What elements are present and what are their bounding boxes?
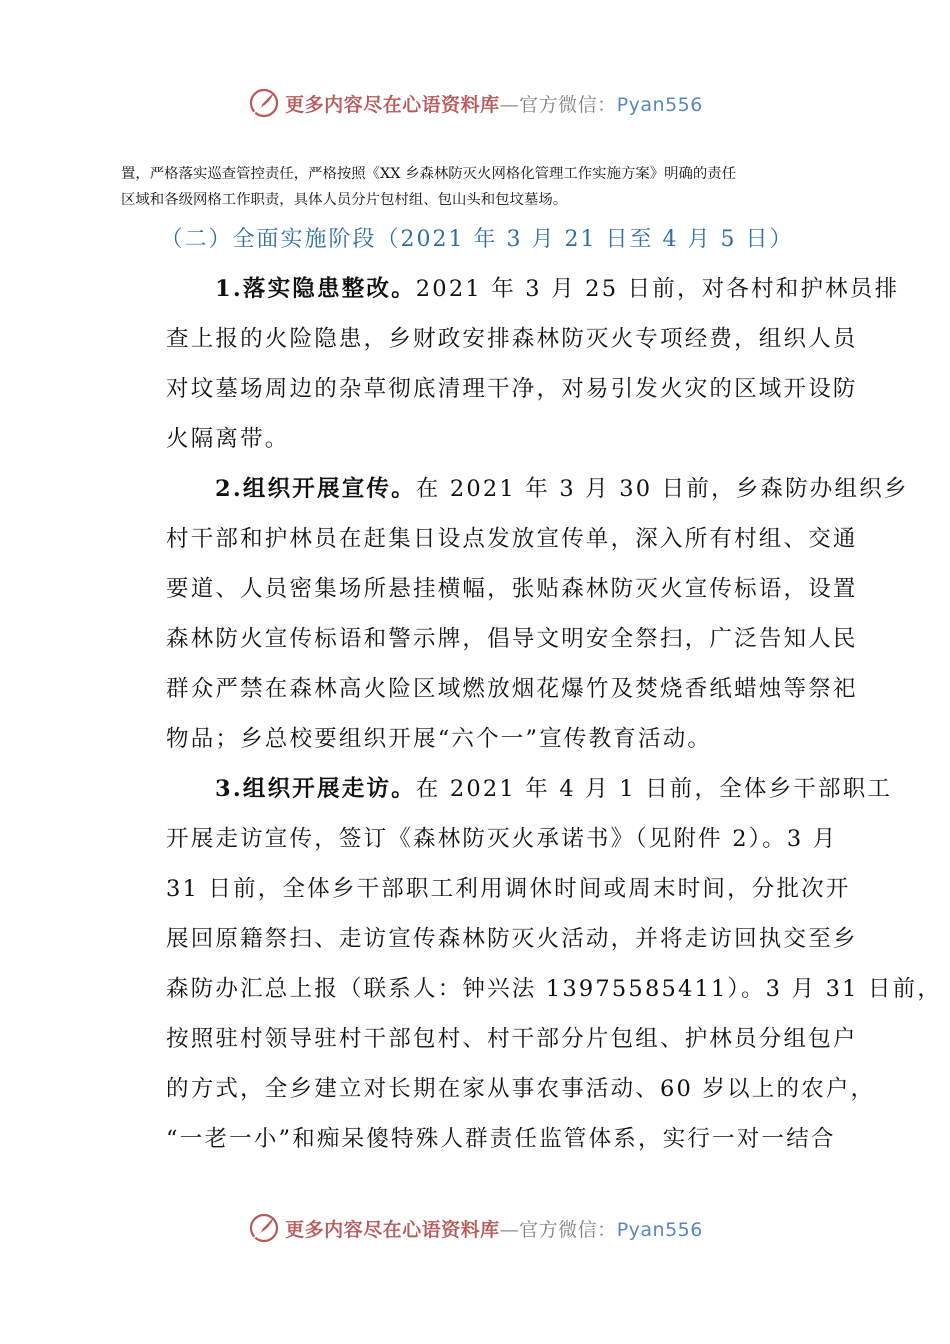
item-3-line-7: 的方式，全乡建立对长期在家从事农事活动、60 岁以上的农户， [166,1076,876,1102]
item-2-paragraph [121,464,909,764]
item-1-line-1: 2021 年 3 月 25 日前，对各村和护林员排 [415,276,900,302]
footer-watermark-text-official: 官方微信： [519,1218,617,1241]
item-1-line-2: 查上报的火险隐患，乡财政安排森林防灭火专项经费，组织人员 [166,326,858,352]
watermark-text-main: 更多内容尽在心语资料库 [285,93,500,116]
item-3-line-5: 森防办汇总上报（联系人：钟兴法 13975585411）。3 月 31 日前， [166,976,943,1002]
footer-watermark [0,1208,950,1248]
footer-watermark-text-main: 更多内容尽在心语资料库 [285,1218,500,1241]
item-2-line-4: 森林防火宣传标语和警示牌，倡导文明安全祭扫，广泛告知人民 [166,626,858,652]
item-3-line-2: 开展走访宣传，签订《森林防灭火承诺书》（见附件 2）。3 月 [166,826,838,852]
item-3-paragraph [121,764,943,1164]
intro-line-1: 置，严格落实巡查管控责任，严格按照《XX 乡森林防灭火网格化管理工作实施方案》明确的责任 [121,166,737,182]
item-2-line-1: 在 2021 年 3 月 30 日前，乡森防办组织乡 [415,476,909,502]
item-3-line-3: 31 日前，全体乡干部职工利用调休时间或周末时间，分批次开 [166,876,851,902]
item-1-line-3: 对坟墓场周边的杂草彻底清理干净，对易引发火灾的区域开设防 [166,376,858,402]
section-heading: （二）全面实施阶段（2021 年 3 月 21 日至 4 月 5 日） [160,227,794,252]
item-2-title: 2.组织开展宣传。 [215,476,416,502]
item-3-line-1: 在 2021 年 4 月 1 日前，全体乡干部职工 [415,776,893,802]
item-1-paragraph [121,264,900,464]
item-3-line-4: 展回原籍祭扫、走访宣传森林防灭火活动，并将走访回执交至乡 [166,926,858,952]
intro-line-2: 区域和各级网格工作职责，具体人员分片包村组、包山头和包坟墓场。 [121,192,568,208]
item-3-title: 3.组织开展走访。 [215,776,416,802]
item-2-line-5: 群众严禁在森林高火险区域燃放烟花爆竹及焚烧香纸蜡烛等祭祀 [166,676,858,702]
item-3-line-8: “一老一小”和痴呆傻特殊人群责任监管体系，实行一对一结合 [166,1126,836,1152]
item-2-line-2: 村干部和护林员在赶集日设点发放宣传单，深入所有村组、交通 [166,526,858,552]
watermark-dash: — [499,93,520,116]
item-2-line-3: 要道、人员密集场所悬挂横幅，张贴森林防灭火宣传标语，设置 [166,576,858,602]
watermark-account: Pyan556 [616,93,703,116]
item-3-line-6: 按照驻村领导驻村干部包村、村干部分片包组、护林员分组包户 [166,1026,858,1052]
footer-watermark-dash: — [499,1218,520,1241]
item-1-title: 1.落实隐患整改。 [215,276,416,302]
quill-logo-icon [247,1211,281,1245]
footer-watermark-account: Pyan556 [616,1218,703,1241]
watermark-text-official: 官方微信： [519,93,617,116]
item-1-line-4: 火隔离带。 [166,426,290,452]
quill-logo-icon [247,86,281,120]
document-body [121,264,943,1164]
item-2-line-6: 物品；乡总校要组织开展“六个一”宣传教育活动。 [166,726,713,752]
header-watermark [0,83,950,123]
